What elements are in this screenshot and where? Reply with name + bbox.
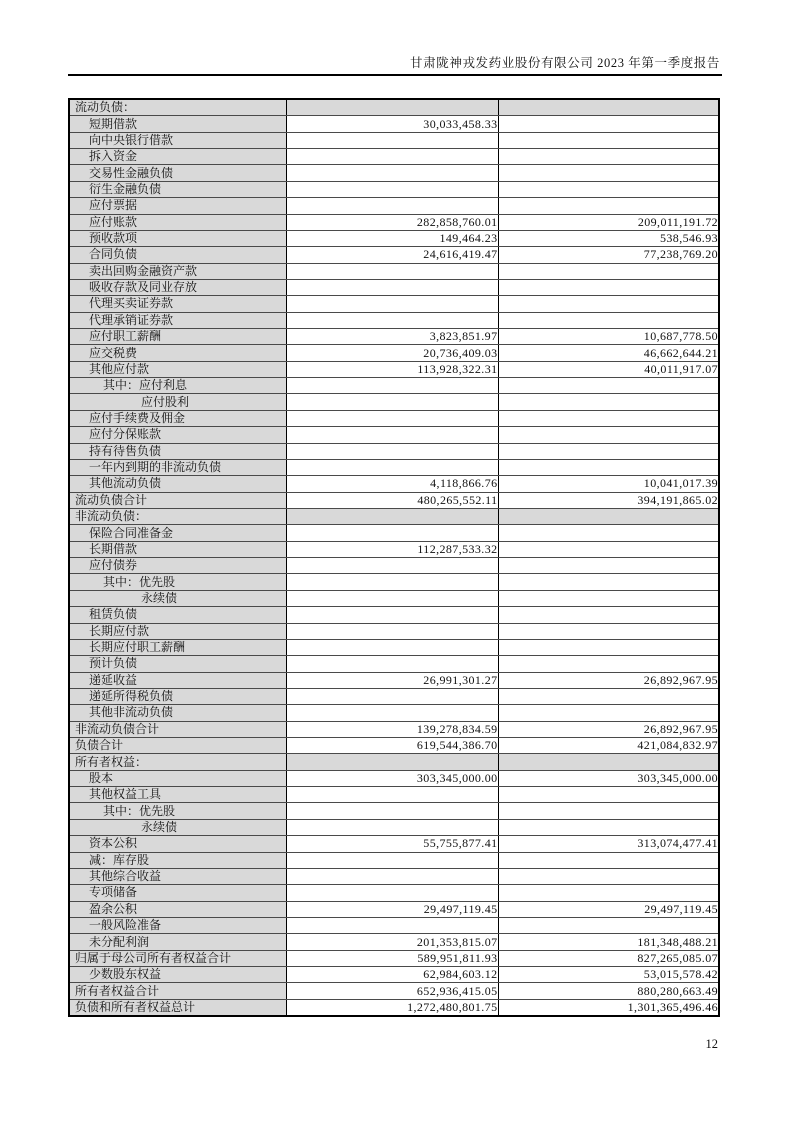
prior-amount-cell: 313,074,477.41: [498, 836, 719, 852]
prior-amount-cell: [498, 656, 719, 672]
prior-amount-cell: 303,345,000.00: [498, 770, 719, 786]
current-amount-cell: 303,345,000.00: [286, 770, 498, 786]
current-amount-cell: [286, 394, 498, 410]
table-row: [69, 247, 719, 263]
row-label-cell: 未分配利润: [69, 934, 286, 950]
table-row: [69, 541, 719, 557]
prior-amount-cell: [498, 574, 719, 590]
prior-amount-cell: [498, 705, 719, 721]
report-header-title: 甘肃陇神戎发药业股份有限公司 2023 年第一季度报告: [410, 56, 720, 70]
table-row: [69, 836, 719, 852]
current-amount-cell: [286, 558, 498, 574]
current-amount-cell: [286, 443, 498, 459]
current-amount-cell: [286, 198, 498, 214]
table-row: [69, 656, 719, 672]
current-amount-cell: 20,736,409.03: [286, 345, 498, 361]
row-label-cell: 所有者权益合计: [69, 983, 286, 999]
prior-amount-cell: [498, 541, 719, 557]
prior-amount-cell: [498, 378, 719, 394]
prior-amount-cell: [498, 198, 719, 214]
table-row: [69, 901, 719, 917]
table-row: [69, 574, 719, 590]
table-row: [69, 705, 719, 721]
balance-sheet-body: [69, 99, 719, 1016]
table-row: [69, 99, 719, 116]
row-label-cell: 流动负债合计: [69, 492, 286, 508]
row-label-cell: 应付债券: [69, 558, 286, 574]
prior-amount-cell: [498, 410, 719, 426]
table-row: [69, 950, 719, 966]
current-amount-cell: 4,118,866.76: [286, 476, 498, 492]
table-row: [69, 590, 719, 606]
row-label-cell: 向中央银行借款: [69, 132, 286, 148]
current-amount-cell: [286, 525, 498, 541]
table-row: [69, 558, 719, 574]
row-label-cell: 卖出回购金融资产款: [69, 263, 286, 279]
current-amount-cell: 149,464.23: [286, 230, 498, 246]
row-label-cell: 永续债: [69, 590, 286, 606]
row-label-cell: 长期应付款: [69, 623, 286, 639]
table-row: [69, 132, 719, 148]
table-row: [69, 378, 719, 394]
prior-amount-cell: 26,892,967.95: [498, 672, 719, 688]
current-amount-cell: 1,272,480,801.75: [286, 999, 498, 1016]
current-amount-cell: 282,858,760.01: [286, 214, 498, 230]
table-row: [69, 738, 719, 754]
row-label-cell: 一般风险准备: [69, 917, 286, 933]
prior-amount-cell: 26,892,967.95: [498, 721, 719, 737]
current-amount-cell: 139,278,834.59: [286, 721, 498, 737]
row-label-cell: 其中：应付利息: [69, 378, 286, 394]
table-row: [69, 476, 719, 492]
row-label-cell: 所有者权益：: [69, 754, 286, 770]
prior-amount-cell: [498, 590, 719, 606]
row-label-cell: 负债和所有者权益总计: [69, 999, 286, 1016]
table-row: [69, 885, 719, 901]
current-amount-cell: [286, 508, 498, 524]
prior-amount-cell: [498, 165, 719, 181]
current-amount-cell: 30,033,458.33: [286, 116, 498, 132]
prior-amount-cell: 46,662,644.21: [498, 345, 719, 361]
prior-amount-cell: [498, 803, 719, 819]
row-label-cell: 衍生金融负债: [69, 181, 286, 197]
table-row: [69, 819, 719, 835]
current-amount-cell: 112,287,533.32: [286, 541, 498, 557]
prior-amount-cell: 181,348,488.21: [498, 934, 719, 950]
current-amount-cell: [286, 132, 498, 148]
row-label-cell: 非流动负债合计: [69, 721, 286, 737]
table-row: [69, 230, 719, 246]
prior-amount-cell: [498, 181, 719, 197]
prior-amount-cell: [498, 279, 719, 295]
table-row: [69, 492, 719, 508]
table-row: [69, 868, 719, 884]
table-row: [69, 198, 719, 214]
row-label-cell: 递延收益: [69, 672, 286, 688]
row-label-cell: 代理买卖证券款: [69, 296, 286, 312]
prior-amount-cell: [498, 868, 719, 884]
current-amount-cell: 480,265,552.11: [286, 492, 498, 508]
row-label-cell: 专项储备: [69, 885, 286, 901]
current-amount-cell: [286, 459, 498, 475]
row-label-cell: 归属于母公司所有者权益合计: [69, 950, 286, 966]
current-amount-cell: [286, 181, 498, 197]
current-amount-cell: 201,353,815.07: [286, 934, 498, 950]
current-amount-cell: [286, 917, 498, 933]
row-label-cell: 负债合计: [69, 738, 286, 754]
table-row: [69, 525, 719, 541]
table-row: [69, 803, 719, 819]
row-label-cell: 少数股东权益: [69, 967, 286, 983]
current-amount-cell: [286, 885, 498, 901]
row-label-cell: 其中：优先股: [69, 574, 286, 590]
row-label-cell: 保险合同准备金: [69, 525, 286, 541]
current-amount-cell: [286, 296, 498, 312]
row-label-cell: 非流动负债：: [69, 508, 286, 524]
prior-amount-cell: [498, 787, 719, 803]
row-label-cell: 预收款项: [69, 230, 286, 246]
balance-sheet-table: [68, 98, 720, 1017]
table-row: [69, 181, 719, 197]
row-label-cell: 长期应付职工薪酬: [69, 639, 286, 655]
current-amount-cell: 589,951,811.93: [286, 950, 498, 966]
table-row: [69, 279, 719, 295]
prior-amount-cell: [498, 852, 719, 868]
current-amount-cell: 619,544,386.70: [286, 738, 498, 754]
table-row: [69, 917, 719, 933]
table-row: [69, 214, 719, 230]
prior-amount-cell: [498, 427, 719, 443]
prior-amount-cell: [498, 639, 719, 655]
current-amount-cell: [286, 99, 498, 116]
prior-amount-cell: [498, 312, 719, 328]
row-label-cell: 永续债: [69, 819, 286, 835]
row-label-cell: 一年内到期的非流动负债: [69, 459, 286, 475]
table-row: [69, 263, 719, 279]
current-amount-cell: 3,823,851.97: [286, 329, 498, 345]
current-amount-cell: [286, 852, 498, 868]
prior-amount-cell: [498, 558, 719, 574]
row-label-cell: 预计负债: [69, 656, 286, 672]
row-label-cell: 减：库存股: [69, 852, 286, 868]
prior-amount-cell: [498, 459, 719, 475]
current-amount-cell: [286, 607, 498, 623]
table-row: [69, 345, 719, 361]
prior-amount-cell: 10,687,778.50: [498, 329, 719, 345]
current-amount-cell: [286, 165, 498, 181]
prior-amount-cell: 538,546.93: [498, 230, 719, 246]
prior-amount-cell: [498, 525, 719, 541]
current-amount-cell: [286, 312, 498, 328]
row-label-cell: 盈余公积: [69, 901, 286, 917]
prior-amount-cell: [498, 917, 719, 933]
row-label-cell: 其他应付款: [69, 361, 286, 377]
table-row: [69, 934, 719, 950]
row-label-cell: 流动负债：: [69, 99, 286, 116]
prior-amount-cell: [498, 623, 719, 639]
current-amount-cell: 24,616,419.47: [286, 247, 498, 263]
table-row: [69, 787, 719, 803]
table-row: [69, 508, 719, 524]
row-label-cell: 应付票据: [69, 198, 286, 214]
table-row: [69, 149, 719, 165]
current-amount-cell: [286, 410, 498, 426]
row-label-cell: 合同负债: [69, 247, 286, 263]
table-row: [69, 770, 719, 786]
table-row: [69, 754, 719, 770]
current-amount-cell: [286, 639, 498, 655]
current-amount-cell: [286, 705, 498, 721]
page-number: 12: [705, 1037, 718, 1051]
prior-amount-cell: 421,084,832.97: [498, 738, 719, 754]
row-label-cell: 递延所得税负债: [69, 688, 286, 704]
row-label-cell: 租赁负债: [69, 607, 286, 623]
row-label-cell: 代理承销证券款: [69, 312, 286, 328]
row-label-cell: 其他非流动负债: [69, 705, 286, 721]
current-amount-cell: 62,984,603.12: [286, 967, 498, 983]
table-row: [69, 329, 719, 345]
table-row: [69, 999, 719, 1016]
row-label-cell: 应交税费: [69, 345, 286, 361]
row-label-cell: 应付手续费及佣金: [69, 410, 286, 426]
row-label-cell: 其中：优先股: [69, 803, 286, 819]
table-row: [69, 607, 719, 623]
prior-amount-cell: [498, 132, 719, 148]
table-row: [69, 312, 719, 328]
prior-amount-cell: [498, 607, 719, 623]
current-amount-cell: [286, 623, 498, 639]
prior-amount-cell: 10,041,017.39: [498, 476, 719, 492]
current-amount-cell: 652,936,415.05: [286, 983, 498, 999]
prior-amount-cell: [498, 116, 719, 132]
prior-amount-cell: [498, 443, 719, 459]
row-label-cell: 其他流动负债: [69, 476, 286, 492]
prior-amount-cell: 53,015,578.42: [498, 967, 719, 983]
row-label-cell: 短期借款: [69, 116, 286, 132]
table-row: [69, 427, 719, 443]
current-amount-cell: [286, 149, 498, 165]
table-row: [69, 688, 719, 704]
row-label-cell: 吸收存款及同业存放: [69, 279, 286, 295]
current-amount-cell: 29,497,119.45: [286, 901, 498, 917]
prior-amount-cell: 827,265,085.07: [498, 950, 719, 966]
prior-amount-cell: [498, 149, 719, 165]
current-amount-cell: 26,991,301.27: [286, 672, 498, 688]
current-amount-cell: 55,755,877.41: [286, 836, 498, 852]
prior-amount-cell: 29,497,119.45: [498, 901, 719, 917]
row-label-cell: 应付账款: [69, 214, 286, 230]
row-label-cell: 交易性金融负债: [69, 165, 286, 181]
prior-amount-cell: [498, 819, 719, 835]
current-amount-cell: [286, 656, 498, 672]
row-label-cell: 应付分保账款: [69, 427, 286, 443]
table-row: [69, 672, 719, 688]
prior-amount-cell: 394,191,865.02: [498, 492, 719, 508]
table-row: [69, 967, 719, 983]
current-amount-cell: [286, 754, 498, 770]
current-amount-cell: [286, 688, 498, 704]
current-amount-cell: 113,928,322.31: [286, 361, 498, 377]
current-amount-cell: [286, 574, 498, 590]
prior-amount-cell: 40,011,917.07: [498, 361, 719, 377]
current-amount-cell: [286, 819, 498, 835]
table-row: [69, 296, 719, 312]
table-row: [69, 394, 719, 410]
row-label-cell: 拆入资金: [69, 149, 286, 165]
table-row: [69, 410, 719, 426]
header-divider-rule: [68, 74, 722, 76]
row-label-cell: 其他权益工具: [69, 787, 286, 803]
prior-amount-cell: [498, 688, 719, 704]
table-row: [69, 639, 719, 655]
prior-amount-cell: [498, 263, 719, 279]
prior-amount-cell: [498, 296, 719, 312]
current-amount-cell: [286, 427, 498, 443]
row-label-cell: 股本: [69, 770, 286, 786]
table-row: [69, 983, 719, 999]
current-amount-cell: [286, 279, 498, 295]
current-amount-cell: [286, 263, 498, 279]
current-amount-cell: [286, 378, 498, 394]
row-label-cell: 长期借款: [69, 541, 286, 557]
prior-amount-cell: [498, 754, 719, 770]
prior-amount-cell: 1,301,365,496.46: [498, 999, 719, 1016]
table-row: [69, 852, 719, 868]
row-label-cell: 应付职工薪酬: [69, 329, 286, 345]
row-label-cell: 其他综合收益: [69, 868, 286, 884]
table-row: [69, 623, 719, 639]
prior-amount-cell: [498, 885, 719, 901]
prior-amount-cell: 77,238,769.20: [498, 247, 719, 263]
table-row: [69, 361, 719, 377]
row-label-cell: 应付股利: [69, 394, 286, 410]
table-row: [69, 459, 719, 475]
current-amount-cell: [286, 787, 498, 803]
current-amount-cell: [286, 803, 498, 819]
prior-amount-cell: [498, 394, 719, 410]
row-label-cell: 资本公积: [69, 836, 286, 852]
table-row: [69, 443, 719, 459]
prior-amount-cell: [498, 99, 719, 116]
table-row: [69, 721, 719, 737]
current-amount-cell: [286, 590, 498, 606]
table-row: [69, 165, 719, 181]
prior-amount-cell: [498, 508, 719, 524]
table-row: [69, 116, 719, 132]
prior-amount-cell: 880,280,663.49: [498, 983, 719, 999]
row-label-cell: 持有待售负债: [69, 443, 286, 459]
current-amount-cell: [286, 868, 498, 884]
prior-amount-cell: 209,011,191.72: [498, 214, 719, 230]
